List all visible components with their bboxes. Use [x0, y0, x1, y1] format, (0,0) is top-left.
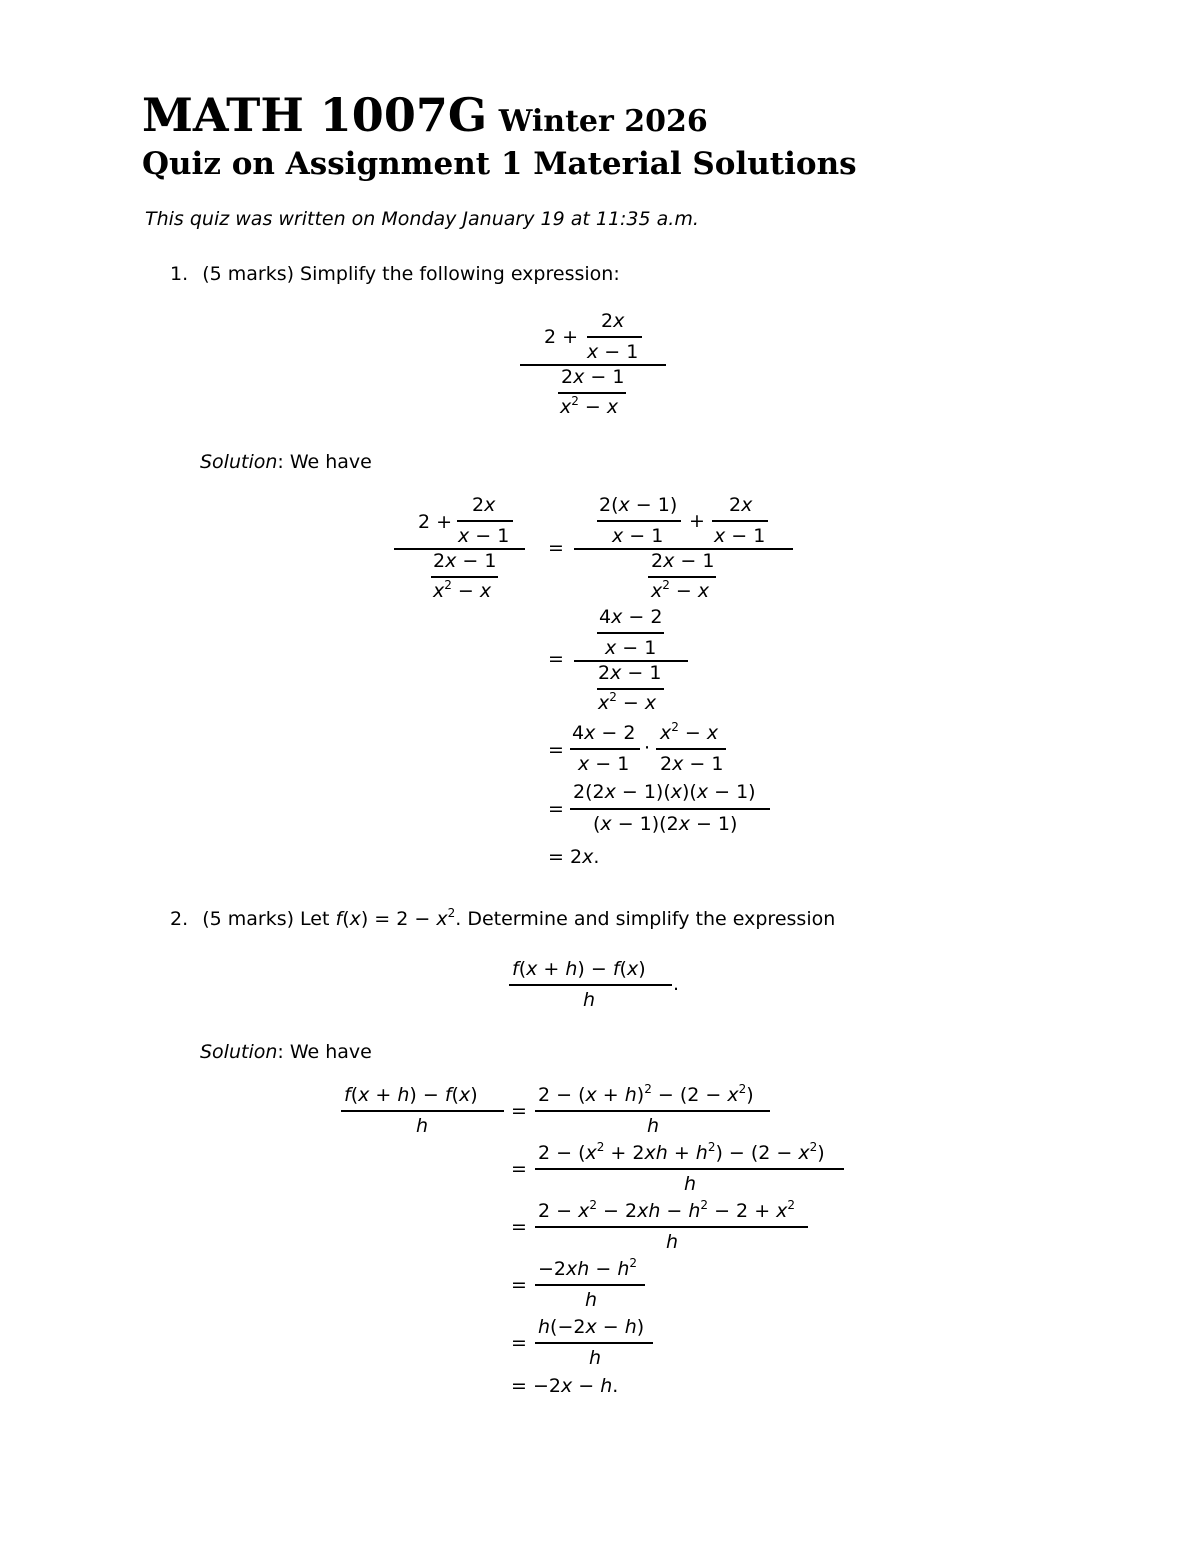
fraction-bar — [597, 632, 664, 634]
question-number: 2. — [170, 908, 189, 930]
equals-sign: = — [548, 648, 564, 670]
math-term: 2x − 1 — [660, 753, 724, 775]
fraction-bar — [570, 808, 770, 810]
fraction-bar — [587, 336, 642, 338]
fraction-bar — [570, 748, 640, 750]
page-subtitle: Quiz on Assignment 1 Material Solutions — [142, 146, 857, 182]
math-term: x − 1 — [578, 753, 630, 775]
math-term: 2(2x − 1)(x)(x − 1) — [573, 781, 756, 803]
math-term: 2x − 1 — [433, 550, 497, 572]
math-term: $x^2 - x$ — [660, 720, 719, 744]
fraction-bar — [535, 1226, 808, 1228]
math-term: 4x − 2 — [572, 722, 636, 744]
math-term: f(x + h) − f(x) — [512, 958, 646, 980]
quiz-date-note: This quiz was written on Monday January 19 at 11:35 a.m. — [145, 208, 699, 230]
q1-solution-intro — [200, 451, 372, 473]
math-term: h(−2x − h) — [538, 1316, 645, 1338]
math-term: x − 1 — [458, 525, 510, 547]
equals-sign: = — [548, 537, 564, 559]
math-term: h — [666, 1231, 679, 1253]
fraction-bar — [597, 520, 681, 522]
equals-sign: = — [511, 1274, 527, 1296]
fraction-bar — [656, 748, 726, 750]
math-term: $2 - (x^2 + 2xh + h^2) - (2 - x^2)$ — [538, 1140, 825, 1164]
math-term: 2 + — [418, 511, 453, 533]
math-term: h — [589, 1347, 602, 1369]
fraction-bar — [712, 520, 768, 522]
solution-label: Solution — [200, 451, 278, 473]
question-1-prompt — [170, 263, 620, 285]
math-term: $x^2 - x$ — [560, 394, 619, 418]
page-title — [142, 88, 708, 142]
math-term: 2(x − 1) — [599, 494, 678, 516]
course-code: MATH 1007G — [142, 88, 488, 142]
fraction-bar — [648, 576, 716, 578]
math-term: $2 - x^2 - 2xh - h^2 - 2 + x^2$ — [538, 1198, 796, 1222]
math-term: · — [644, 737, 651, 759]
math-term: $-2xh - h^2$ — [538, 1256, 637, 1280]
q2-solution-intro — [200, 1041, 372, 1063]
math-term: $2 - (x + h)^2 - (2 - x^2)$ — [538, 1082, 754, 1106]
math-term: (x − 1)(2x − 1) — [593, 813, 738, 835]
fraction-bar — [535, 1284, 645, 1286]
math-term: 2x − 1 — [651, 550, 715, 572]
math-term: 2 + — [544, 326, 579, 348]
math-term: $x^2 - x$ — [598, 690, 657, 714]
equals-sign: = — [548, 798, 564, 820]
math-term: h — [647, 1115, 660, 1137]
math-term: h — [583, 989, 596, 1011]
equals-sign: = — [511, 1100, 527, 1122]
fraction-bar — [431, 576, 498, 578]
fraction-bar — [457, 520, 513, 522]
math-term: x − 1 — [587, 341, 639, 363]
math-term: 2x — [601, 310, 625, 332]
math-term: x − 1 — [714, 525, 766, 547]
math-term: 2x − 1 — [561, 366, 625, 388]
question-text-end: . Determine and simplify the expression — [455, 908, 836, 930]
fraction-bar — [535, 1168, 844, 1170]
math-term: + — [689, 510, 705, 532]
math-term: $x^2 - x$ — [433, 578, 492, 602]
fraction-bar — [535, 1110, 770, 1112]
solution-label: Solution — [200, 1041, 278, 1063]
equals-sign: = — [511, 1332, 527, 1354]
question-2-prompt: 2. (5 marks) Let $f(x) = 2 - x^2$. Determine and simplify the expression — [170, 906, 836, 930]
equals-sign: = — [511, 1216, 527, 1238]
math-term: 4x − 2 — [599, 606, 663, 628]
math-term: $x^2 - x$ — [651, 578, 710, 602]
solution-intro: : We have — [277, 451, 372, 473]
math-term: 2x — [729, 494, 753, 516]
solution-intro: : We have — [277, 1041, 372, 1063]
math-inline: f — [335, 908, 343, 930]
math-term: h — [585, 1289, 598, 1311]
fraction-bar — [341, 1110, 504, 1112]
math-term: . — [673, 973, 680, 995]
question-text: (5 marks) Simplify the following expression: — [202, 263, 620, 285]
math-term: x − 1 — [612, 525, 664, 547]
question-text-start: (5 marks) Let — [202, 908, 336, 930]
fraction-bar — [597, 688, 664, 690]
final-result: = 2x. — [548, 846, 600, 868]
math-term: h — [684, 1173, 697, 1195]
equals-sign: = — [511, 1158, 527, 1180]
math-term: x − 1 — [605, 637, 657, 659]
math-term: 2x − 1 — [598, 662, 662, 684]
term: Winter 2026 — [498, 104, 708, 139]
question-number: 1. — [170, 263, 189, 285]
fraction-bar — [558, 392, 626, 394]
math-term: 2x — [472, 494, 496, 516]
fraction-bar — [535, 1342, 653, 1344]
equals-sign: = — [548, 739, 564, 761]
math-term: h — [416, 1115, 429, 1137]
fraction-bar — [509, 984, 672, 986]
math-term: f(x + h) − f(x) — [344, 1084, 478, 1106]
final-result: = −2x − h. — [511, 1375, 619, 1397]
